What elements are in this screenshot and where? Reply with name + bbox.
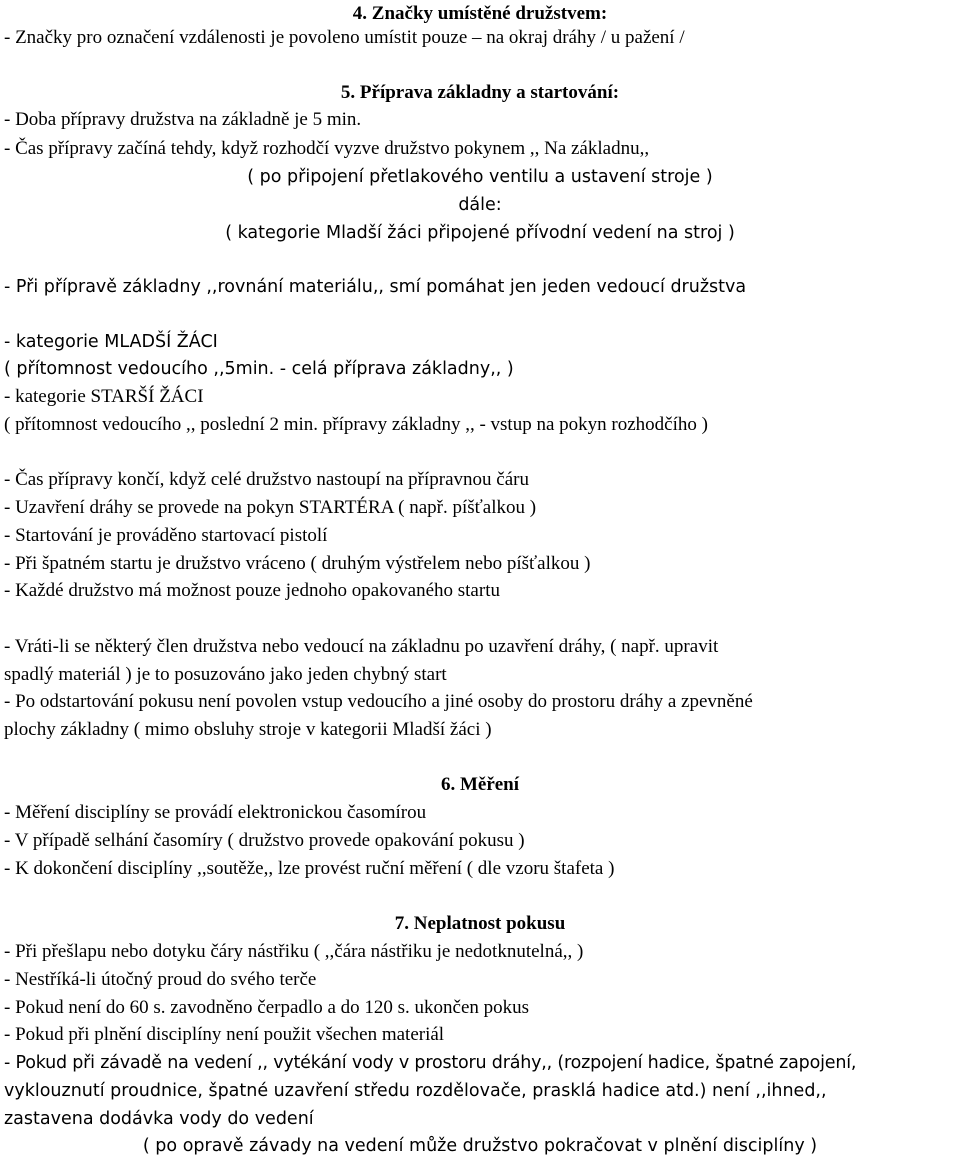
section-5-line: - kategorie MLADŠÍ ŽÁCI (4, 332, 218, 352)
section-5-line: - Při špatném startu je družstvo vráceno ( druhým výstřelem nebo píšťalkou ) (4, 553, 591, 574)
section-5-line: - Vráti-li se některý člen družstva nebo vedoucí na základnu po uzavření dráhy, ( např. upravit (4, 636, 719, 657)
section-heading-7: 7. Neplatnost pokusu (394, 913, 566, 934)
section-7-line: - Při přešlapu nebo dotyku čáry nástřiku ( ,,čára nástřiku je nedotknutelná,, ) (4, 941, 584, 962)
section-7-line: - Pokud při plnění disciplíny není použit všechen materiál (4, 1024, 445, 1045)
section-7-line: zastavena dodávka vody do vedení (4, 1109, 314, 1129)
section-5-line: ( přítomnost vedoucího ,, poslední 2 min. přípravy základny ,, - vstup na pokyn rozhodčího ) (4, 414, 708, 435)
section-5-line: ( kategorie Mladší žáci připojené přívodní vedení na stroj ) (225, 223, 735, 243)
section-5-line: plochy základny ( mimo obsluhy stroje v kategorii Mladší žáci ) (4, 719, 492, 740)
section-5-line: ( přítomnost vedoucího ,,5min. - celá příprava základny,, ) (4, 359, 514, 379)
section-6-line: - K dokončení disciplíny ,,soutěže,, lze provést ruční měření ( dle vzoru štafeta ) (4, 858, 615, 879)
section-5-line: spadlý materiál ) je to posuzováno jako jeden chybný start (4, 664, 447, 685)
section-heading-5: 5. Příprava základny a startování: (340, 82, 620, 103)
section-5-line: - Po odstartování pokusu není povolen vstup vedoucího a jiné osoby do prostoru dráhy a zpevněné (4, 691, 753, 712)
section-5-line: dále: (458, 195, 502, 215)
section-7-line: vyklouznutí proudnice, špatné uzavření středu rozdělovače, prasklá hadice atd.) není ,,ihned,, (4, 1081, 827, 1101)
section-7-line: - Pokud není do 60 s. zavodněno čerpadlo a do 120 s. ukončen pokus (4, 997, 530, 1018)
section-5-line: - Uzavření dráhy se provede na pokyn STARTÉRA ( např. píšťalkou ) (4, 497, 537, 518)
section-4-line: - Značky pro označení vzdálenosti je povoleno umístit pouze – na okraj dráhy / u pažení / (4, 27, 685, 48)
section-5-line: - Čas přípravy začíná tehdy, když rozhodčí vyzve družstvo pokynem ,, Na základnu,, (4, 138, 650, 159)
section-5-line: - Startování je prováděno startovací pistolí (4, 525, 328, 546)
section-5-line: - Doba přípravy družstva na základně je 5 min. (4, 109, 362, 130)
section-5-line: - Čas přípravy končí, když celé družstvo nastoupí na přípravnou čáru (4, 469, 529, 490)
section-5-line: - Každé družstvo má možnost pouze jednoho opakovaného startu (4, 580, 500, 601)
section-5-line: ( po připojení přetlakového ventilu a ustavení stroje ) (247, 167, 713, 187)
section-heading-6: 6. Měření (440, 774, 520, 795)
section-heading-4: 4. Značky umístěné družstvem: (352, 3, 608, 24)
section-6-line: - V případě selhání časomíry ( družstvo provede opakování pokusu ) (4, 830, 525, 851)
section-6-line: - Měření disciplíny se provádí elektronickou časomírou (4, 802, 427, 823)
section-7-line: ( po opravě závady na vedení může družstvo pokračovat v plnění disciplíny ) (142, 1136, 818, 1156)
section-7-line: - Nestříká-li útočný proud do svého terče (4, 969, 317, 990)
section-7-line: - Pokud při závadě na vedení ,, vytékání vody v prostoru dráhy,, (rozpojení hadice, špatné zapojení, (4, 1053, 857, 1073)
section-5-line: - kategorie STARŠÍ ŽÁCI (4, 386, 204, 407)
section-5-line: - Při přípravě základny ,,rovnání materiálu,, smí pomáhat jen jeden vedoucí družstva (4, 277, 747, 297)
